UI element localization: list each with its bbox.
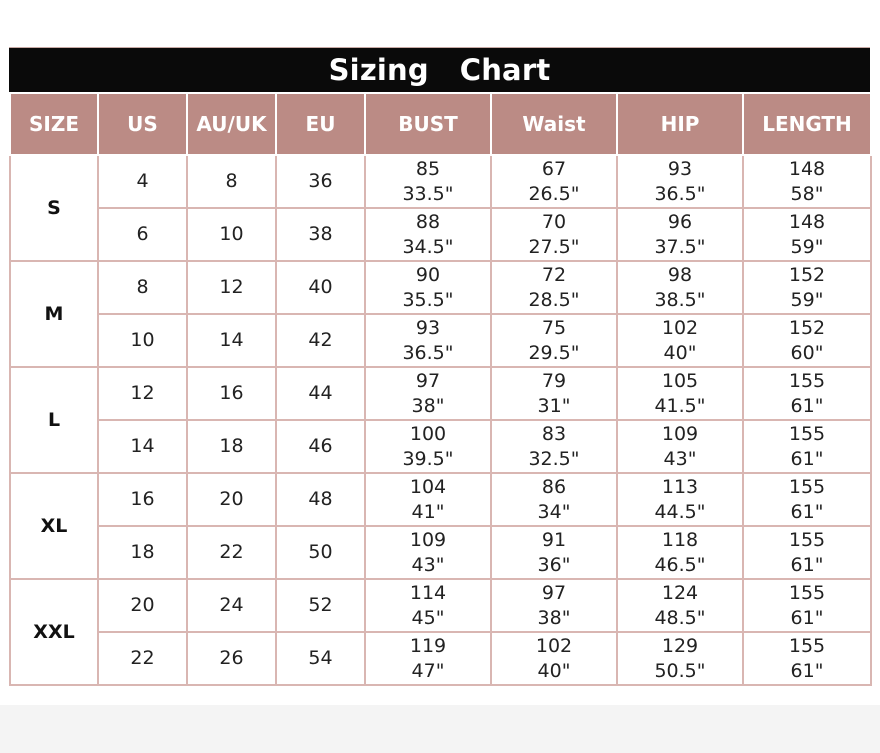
- waist-cm: 91: [541, 528, 567, 551]
- table-row: [10, 579, 871, 632]
- length-cell: [743, 261, 871, 314]
- hip-inches: 36.5": [654, 182, 706, 205]
- header-us: US: [98, 93, 187, 155]
- bust-inches: 47": [411, 659, 445, 682]
- waist-cell: [491, 367, 617, 420]
- us-cell: 8: [98, 261, 187, 314]
- size-label: S: [10, 155, 98, 261]
- hip-cm: 102: [661, 316, 699, 339]
- us-cell: 20: [98, 579, 187, 632]
- waist-inches: 26.5": [528, 182, 580, 205]
- waist-cell: [491, 579, 617, 632]
- hip-inches: 43": [663, 447, 697, 470]
- bust-cell: [365, 473, 491, 526]
- au-uk-cell: 14: [187, 314, 276, 367]
- length-cell: [743, 632, 871, 685]
- hip-cm: 129: [661, 634, 699, 657]
- length-cell: [743, 155, 871, 208]
- waist-cell: [491, 632, 617, 685]
- eu-cell: 50: [276, 526, 365, 579]
- hip-inches: 38.5": [654, 288, 706, 311]
- hip-cell: [617, 155, 743, 208]
- waist-inches: 34": [537, 500, 571, 523]
- waist-cell: [491, 526, 617, 579]
- au-uk-cell: 22: [187, 526, 276, 579]
- waist-inches: 28.5": [528, 288, 580, 311]
- hip-inches: 48.5": [654, 606, 706, 629]
- hip-cm: 118: [661, 528, 699, 551]
- length-inches: 60": [790, 341, 824, 364]
- length-cm: 155: [788, 369, 826, 392]
- waist-inches: 36": [537, 553, 571, 576]
- waist-cell: [491, 473, 617, 526]
- header-size: SIZE: [10, 93, 98, 155]
- length-cm: 148: [788, 210, 826, 233]
- header-length: LENGTH: [743, 93, 871, 155]
- size-label: XXL: [10, 579, 98, 685]
- eu-cell: 46: [276, 420, 365, 473]
- hip-cell: [617, 632, 743, 685]
- au-uk-cell: 8: [187, 155, 276, 208]
- eu-cell: 42: [276, 314, 365, 367]
- hip-cell: [617, 314, 743, 367]
- length-cm: 152: [788, 316, 826, 339]
- waist-cm: 79: [541, 369, 567, 392]
- waist-cell: [491, 420, 617, 473]
- eu-cell: 52: [276, 579, 365, 632]
- bust-cm: 114: [409, 581, 447, 604]
- au-uk-cell: 26: [187, 632, 276, 685]
- waist-cm: 86: [541, 475, 567, 498]
- hip-cm: 113: [661, 475, 699, 498]
- page-bottom-band: [0, 705, 880, 753]
- hip-cm: 98: [667, 263, 693, 286]
- hip-cm: 124: [661, 581, 699, 604]
- header-hip: HIP: [617, 93, 743, 155]
- length-cm: 155: [788, 581, 826, 604]
- waist-cm: 102: [535, 634, 573, 657]
- header-au-uk: AU/UK: [187, 93, 276, 155]
- hip-inches: 40": [663, 341, 697, 364]
- hip-cell: [617, 473, 743, 526]
- us-cell: 18: [98, 526, 187, 579]
- eu-cell: 54: [276, 632, 365, 685]
- header-bust: BUST: [365, 93, 491, 155]
- bust-cell: [365, 420, 491, 473]
- bust-cell: [365, 632, 491, 685]
- hip-cell: [617, 579, 743, 632]
- length-inches: 59": [790, 288, 824, 311]
- length-cm: 148: [788, 157, 826, 180]
- bust-cell: [365, 526, 491, 579]
- waist-cm: 83: [541, 422, 567, 445]
- header-waist: Waist: [491, 93, 617, 155]
- hip-cell: [617, 420, 743, 473]
- hip-inches: 44.5": [654, 500, 706, 523]
- table-row: [10, 155, 871, 208]
- length-inches: 61": [790, 447, 824, 470]
- sizing-table: [9, 92, 872, 686]
- bust-cell: [365, 367, 491, 420]
- hip-inches: 37.5": [654, 235, 706, 258]
- size-label: XL: [10, 473, 98, 579]
- us-cell: 6: [98, 208, 187, 261]
- hip-cm: 93: [667, 157, 693, 180]
- size-label: L: [10, 367, 98, 473]
- length-cell: [743, 420, 871, 473]
- bust-cm: 104: [409, 475, 447, 498]
- bust-cm: 90: [415, 263, 441, 286]
- bust-inches: 36.5": [402, 341, 454, 364]
- waist-cm: 67: [541, 157, 567, 180]
- us-cell: 14: [98, 420, 187, 473]
- hip-cm: 109: [661, 422, 699, 445]
- waist-inches: 40": [537, 659, 571, 682]
- table-body: [10, 155, 871, 685]
- au-uk-cell: 10: [187, 208, 276, 261]
- bust-cell: [365, 314, 491, 367]
- bust-cell: [365, 155, 491, 208]
- length-cell: [743, 526, 871, 579]
- eu-cell: 44: [276, 367, 365, 420]
- hip-inches: 50.5": [654, 659, 706, 682]
- waist-cm: 75: [541, 316, 567, 339]
- length-cm: 155: [788, 528, 826, 551]
- length-inches: 61": [790, 553, 824, 576]
- table-row: [10, 473, 871, 526]
- us-cell: 16: [98, 473, 187, 526]
- bust-cell: [365, 208, 491, 261]
- bust-cm: 93: [415, 316, 441, 339]
- bust-cm: 109: [409, 528, 447, 551]
- hip-cell: [617, 526, 743, 579]
- header-row: [10, 93, 871, 155]
- bust-cm: 100: [409, 422, 447, 445]
- waist-cm: 70: [541, 210, 567, 233]
- length-cell: [743, 473, 871, 526]
- size-label: M: [10, 261, 98, 367]
- us-cell: 12: [98, 367, 187, 420]
- hip-inches: 46.5": [654, 553, 706, 576]
- table-row: [10, 420, 871, 473]
- length-cell: [743, 208, 871, 261]
- length-cell: [743, 314, 871, 367]
- length-cm: 155: [788, 422, 826, 445]
- length-inches: 61": [790, 606, 824, 629]
- waist-cm: 97: [541, 581, 567, 604]
- length-inches: 61": [790, 394, 824, 417]
- hip-cell: [617, 261, 743, 314]
- table-row: [10, 261, 871, 314]
- eu-cell: 38: [276, 208, 365, 261]
- length-cell: [743, 367, 871, 420]
- length-cm: 152: [788, 263, 826, 286]
- bust-cm: 119: [409, 634, 447, 657]
- au-uk-cell: 24: [187, 579, 276, 632]
- header-eu: EU: [276, 93, 365, 155]
- length-inches: 61": [790, 659, 824, 682]
- hip-cell: [617, 367, 743, 420]
- chart-title: Sizing Chart: [9, 48, 870, 92]
- table-row: [10, 208, 871, 261]
- waist-cell: [491, 155, 617, 208]
- bust-cm: 97: [415, 369, 441, 392]
- bust-inches: 38": [411, 394, 445, 417]
- eu-cell: 36: [276, 155, 365, 208]
- bust-cell: [365, 261, 491, 314]
- bust-inches: 45": [411, 606, 445, 629]
- length-inches: 61": [790, 500, 824, 523]
- au-uk-cell: 18: [187, 420, 276, 473]
- us-cell: 22: [98, 632, 187, 685]
- us-cell: 4: [98, 155, 187, 208]
- waist-inches: 29.5": [528, 341, 580, 364]
- bust-inches: 33.5": [402, 182, 454, 205]
- table-row: [10, 314, 871, 367]
- waist-cell: [491, 208, 617, 261]
- bust-inches: 34.5": [402, 235, 454, 258]
- waist-inches: 27.5": [528, 235, 580, 258]
- table-row: [10, 632, 871, 685]
- bust-cm: 85: [415, 157, 441, 180]
- waist-cell: [491, 261, 617, 314]
- length-inches: 59": [790, 235, 824, 258]
- waist-inches: 31": [537, 394, 571, 417]
- hip-inches: 41.5": [654, 394, 706, 417]
- waist-inches: 32.5": [528, 447, 580, 470]
- waist-inches: 38": [537, 606, 571, 629]
- bust-cell: [365, 579, 491, 632]
- hip-cm: 96: [667, 210, 693, 233]
- hip-cell: [617, 208, 743, 261]
- waist-cm: 72: [541, 263, 567, 286]
- bust-cm: 88: [415, 210, 441, 233]
- sizing-chart: [9, 47, 870, 686]
- us-cell: 10: [98, 314, 187, 367]
- hip-cm: 105: [661, 369, 699, 392]
- bust-inches: 43": [411, 553, 445, 576]
- bust-inches: 35.5": [402, 288, 454, 311]
- table-row: [10, 367, 871, 420]
- au-uk-cell: 20: [187, 473, 276, 526]
- length-inches: 58": [790, 182, 824, 205]
- length-cm: 155: [788, 475, 826, 498]
- bust-inches: 41": [411, 500, 445, 523]
- eu-cell: 40: [276, 261, 365, 314]
- length-cm: 155: [788, 634, 826, 657]
- table-row: [10, 526, 871, 579]
- waist-cell: [491, 314, 617, 367]
- length-cell: [743, 579, 871, 632]
- au-uk-cell: 12: [187, 261, 276, 314]
- au-uk-cell: 16: [187, 367, 276, 420]
- eu-cell: 48: [276, 473, 365, 526]
- bust-inches: 39.5": [402, 447, 454, 470]
